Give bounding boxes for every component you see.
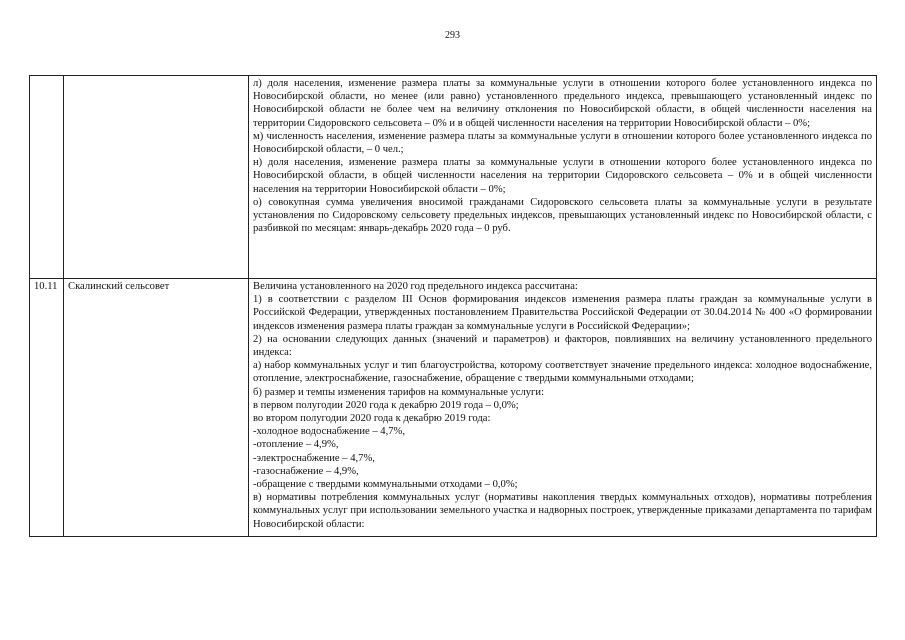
paragraph: б) размер и темпы изменения тарифов на коммунальные услуги: [253,386,545,398]
paragraph: во втором полугодии 2020 года к декабрю 2019 года: [253,413,491,425]
row-text-cell [249,76,877,279]
paragraph: в) нормативы потребления коммунальных услуг (нормативы накопления твердых коммунальных отходов), нормативы потребления коммунальных услуг при использовании земельного участка и надворных построек, утвержденные приказами департамента по тарифам Новосибирской области: [253,492,872,530]
paragraph: -газоснабжение – 4,9%, [253,465,359,477]
paragraph: н) доля населения, изменение размера платы за коммунальные услуги в отношении которого более установленного индекса по Новосибирской области, в общей численности населения на территории Сидоровского сельсовета – 0% и в общей численности населения на территории Новосибирской области – 0%; [253,157,872,195]
paragraph: л) доля населения, изменение размера платы за коммунальные услуги в отношении которого более установленного индекса по Новосибирской области, но менее (или равно) установленного предельного индекса, превышающего установленный индекс по Новосибирской области не более чем на величину отклонения по Новосибирской области, в общей численности населения на территории Сидоровского сельсовета – 0% и в общей численности населения на территории Новосибирской области – 0%; [253,78,872,129]
paragraph: 1) в соответствии с разделом III Основ формирования индексов изменения размера платы граждан за коммунальные услуги в Российской Федерации, утвержденных постановлением Правительства Российской Федерации от 30.04.2014 № 400 «О формировании индексов изменения размера платы граждан за коммунальные услуги в Российской Федерации»; [253,294,872,332]
row-number-cell: 10.11 [30,279,64,537]
row-name-cell: Скалинский сельсовет [64,279,249,537]
paragraph: -холодное водоснабжение – 4,7%, [253,426,405,438]
document-table [29,75,877,537]
paragraph: Величина установленного на 2020 год предельного индекса рассчитана: [253,281,578,292]
paragraph: -отопление – 4,9%, [253,439,339,451]
paragraph: в первом полугодии 2020 года к декабрю 2019 года – 0,0%; [253,399,519,411]
paragraph: -обращение с твердыми коммунальными отходами – 0,0%; [253,479,518,491]
paragraph: а) набор коммунальных услуг и тип благоустройства, которому соответствует значение предельного индекса: холодное водоснабжение, отопление, электроснабжение, газоснабжение, обращение с твердыми коммунальными отходами; [253,360,872,385]
paragraph: 2) на основании следующих данных (значений и параметров) и факторов, повлиявших на величину установленного предельного индекса: [253,333,872,359]
paragraph: -электроснабжение – 4,7%, [253,452,375,464]
paragraph: о) совокупная сумма увеличения вносимой гражданами Сидоровского сельсовета платы за коммунальные услуги в результате установления по Сидоровскому сельсовету предельных индексов, превышающих установленный индекс по Новосибирской области, с разбивкой по месяцам: январь-декабрь 2020 года – 0 руб. [253,196,872,235]
row-text-cell [249,279,877,537]
table-row [30,279,877,537]
page-number: 293 [445,30,460,41]
table-row [30,76,877,279]
paragraph: м) численность населения, изменение размера платы за коммунальные услуги в отношении которого более установленного индекса по Новосибирской области, – 0 чел.; [253,130,872,156]
row-name-cell [64,76,249,279]
row-number-cell [30,76,64,279]
